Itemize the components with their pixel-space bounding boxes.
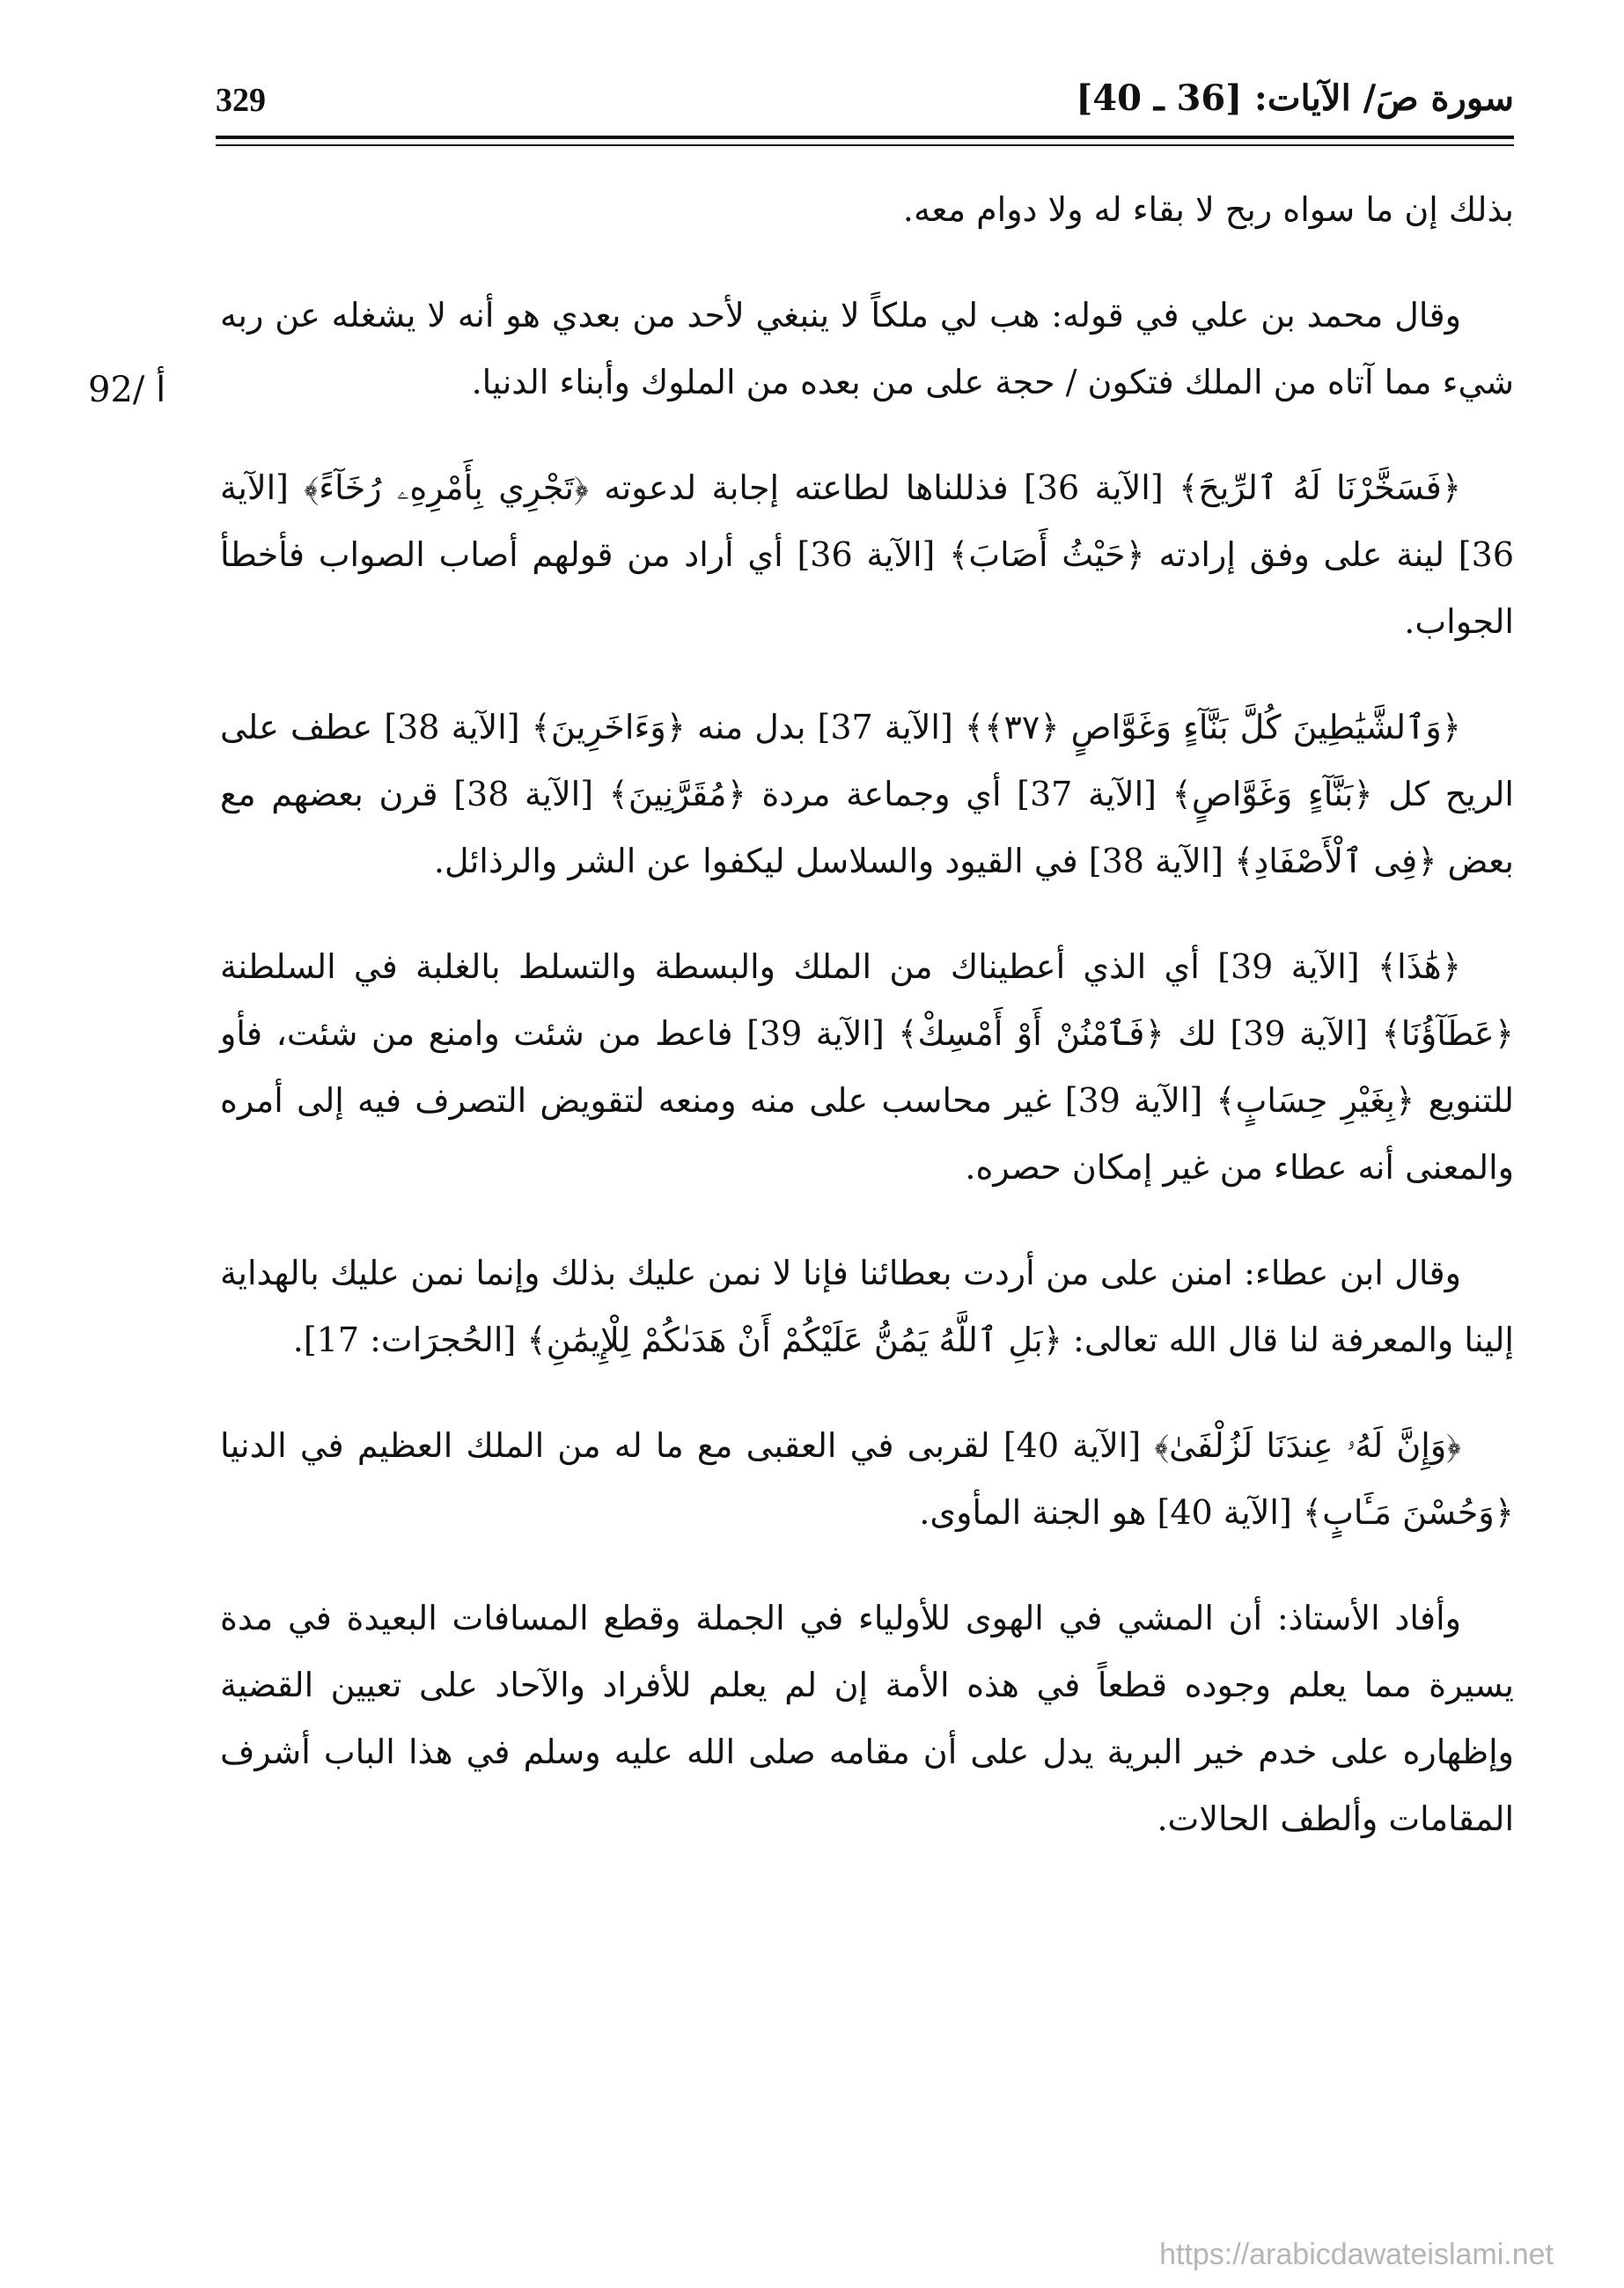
running-title: سورة صَ/ الآيات: [36 ـ 40] (1076, 77, 1514, 119)
page-number: 329 (216, 82, 266, 119)
header-rule-thin (216, 144, 1514, 146)
paragraph-6: وقال ابن عطاء: امنن على من أردت بعطائنا فإنا لا نمن عليك بذلك وإنما نمن عليك بالهداية إلينا والمعرفة لنا قال الله تعالى: ﴿بَلِ ٱللَّهُ يَمُنُّ عَلَيْكُمْ أَنْ هَدَىٰكُمْ لِلْإِيمَٰنِ﴾ [الحُجرَات: 17]. (220, 1254, 1514, 1359)
page-header (216, 62, 1514, 141)
paragraph-1: بذلك إن ما سواه ربح لا بقاء له ولا دوام معه. (902, 190, 1514, 229)
paragraph-5: ﴿هَٰذَا﴾ [الآية 39] أي الذي أعطيناك من الملك والبسطة والتسلط بالغلبة في السلطنة ﴿عَطَآؤُنَا﴾ [الآية 39] لك ﴿فَٱمْنُنْ أَوْ أَمْسِكْ﴾ [الآية 39] فاعط من شئت وامنع من شئت، فأو للتنويع ﴿بِغَيْرِ حِسَابٍ﴾ [الآية 39] غير محاسب على منه ومنعه لتقويض التصرف فيه إلى أمره والمعنى أنه عطاء من غير إمكان حصره. (220, 947, 1514, 1187)
paragraph-2: وقال محمد بن علي في قوله: هب لي ملكاً لا ينبغي لأحد من بعدي هو أنه لا يشغله عن ربه شيء مما آتاه من الملك فتكون / حجة على من بعده من الملوك وأبناء الدنيا. (220, 296, 1514, 401)
watermark-url: https://arabicdawateislami.net (1159, 2238, 1554, 2271)
paragraph-8: وأفاد الأستاذ: أن المشي في الهوى للأولياء في الجملة وقطع المسافات البعيدة في مدة يسيرة مما يعلم وجوده قطعاً في هذه الأمة إن لم يعلم للأفراد والآحاد على تعيين القضية وإظهاره على خدم خير البرية يدل على أن مقامه صلى الله عليه وسلم في هذا الباب أشرف المقامات وألطف الحالات. (220, 1599, 1514, 1838)
header-rule-thick (216, 136, 1514, 139)
margin-folio-note: 92/ أ (88, 370, 166, 410)
paragraph-3: ﴿فَسَخَّرْنَا لَهُ ٱلرِّيحَ﴾ [الآية 36] فذللناها لطاعته إجابة لدعوته ﴿تَجْرِي بِأَمْرِهِۦ رُخَآءً﴾ [الآية 36] لينة على وفق إرادته ﴿حَيْثُ أَصَابَ﴾ [الآية 36] أي أراد من قولهم أصاب الصواب فأخطأ الجواب. (220, 468, 1514, 641)
main-text (220, 176, 1514, 1891)
paragraph-4: ﴿وَٱلشَّيَٰطِينَ كُلَّ بَنَّآءٍ وَغَوَّاصٍ ﴿٣٧﴾﴾ [الآية 37] بدل منه ﴿وَءَاخَرِينَ﴾ [الآية 38] عطف على الريح كل ﴿بَنَّآءٍ وَغَوَّاصٍ﴾ [الآية 37] أي وجماعة مردة ﴿مُقَرَّنِينَ﴾ [الآية 38] قرن بعضهم مع بعض ﴿فِى ٱلْأَصْفَادِ﴾ [الآية 38] في القيود والسلاسل ليكفوا عن الشر والرذائل. (220, 708, 1514, 880)
paragraph-7: ﴿وَإِنَّ لَهُۥ عِندَنَا لَزُلْفَىٰ﴾ [الآية 40] لقربى في العقبى مع ما له من الملك العظيم في الدنيا ﴿وَحُسْنَ مَـَٔابٍ﴾ [الآية 40] هو الجنة المأوى. (220, 1426, 1514, 1532)
